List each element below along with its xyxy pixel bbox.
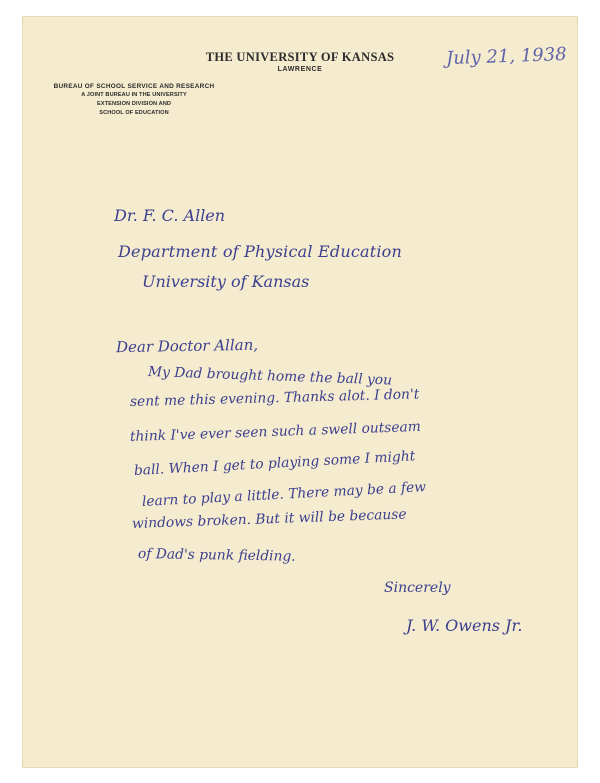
signature: J. W. Owens Jr.: [406, 616, 523, 635]
body-line-7: of Dad's punk fielding.: [137, 546, 296, 565]
bureau-line-4: SCHOOL OF EDUCATION: [99, 110, 169, 116]
recipient-department: Department of Physical Education: [118, 242, 403, 261]
letterhead-university: THE UNIVERSITY OF KANSAS: [205, 50, 395, 64]
body-line-5: learn to play a little. There may be a few: [141, 479, 427, 510]
letter-page: [22, 16, 578, 768]
bureau-line-2: A JOINT BUREAU IN THE UNIVERSITY: [81, 92, 187, 98]
body-line-2: sent me this evening. Thanks alot. I don't: [129, 386, 420, 410]
salutation: Dear Doctor Allan,: [115, 335, 259, 357]
body-line-6: windows broken. But it will be because: [131, 506, 407, 532]
recipient-name: Dr. F. C. Allen: [114, 206, 226, 225]
recipient-institution: University of Kansas: [142, 272, 310, 291]
letterhead-bureau: [34, 82, 234, 118]
bureau-line-3: EXTENSION DIVISION AND: [96, 101, 172, 107]
body-line-3: think I've ever seen such a swell outseam: [129, 418, 422, 445]
letterhead-city: LAWRENCE: [277, 66, 323, 73]
closing: Sincerely: [384, 580, 451, 596]
letter-date: July 21, 1938: [445, 43, 567, 70]
body-line-4: ball. When I get to playing some I might: [133, 448, 416, 479]
bureau-line-1: BUREAU OF SCHOOL SERVICE AND RESEARCH: [53, 83, 215, 90]
body-line-1: My Dad brought home the ball you: [147, 364, 393, 389]
